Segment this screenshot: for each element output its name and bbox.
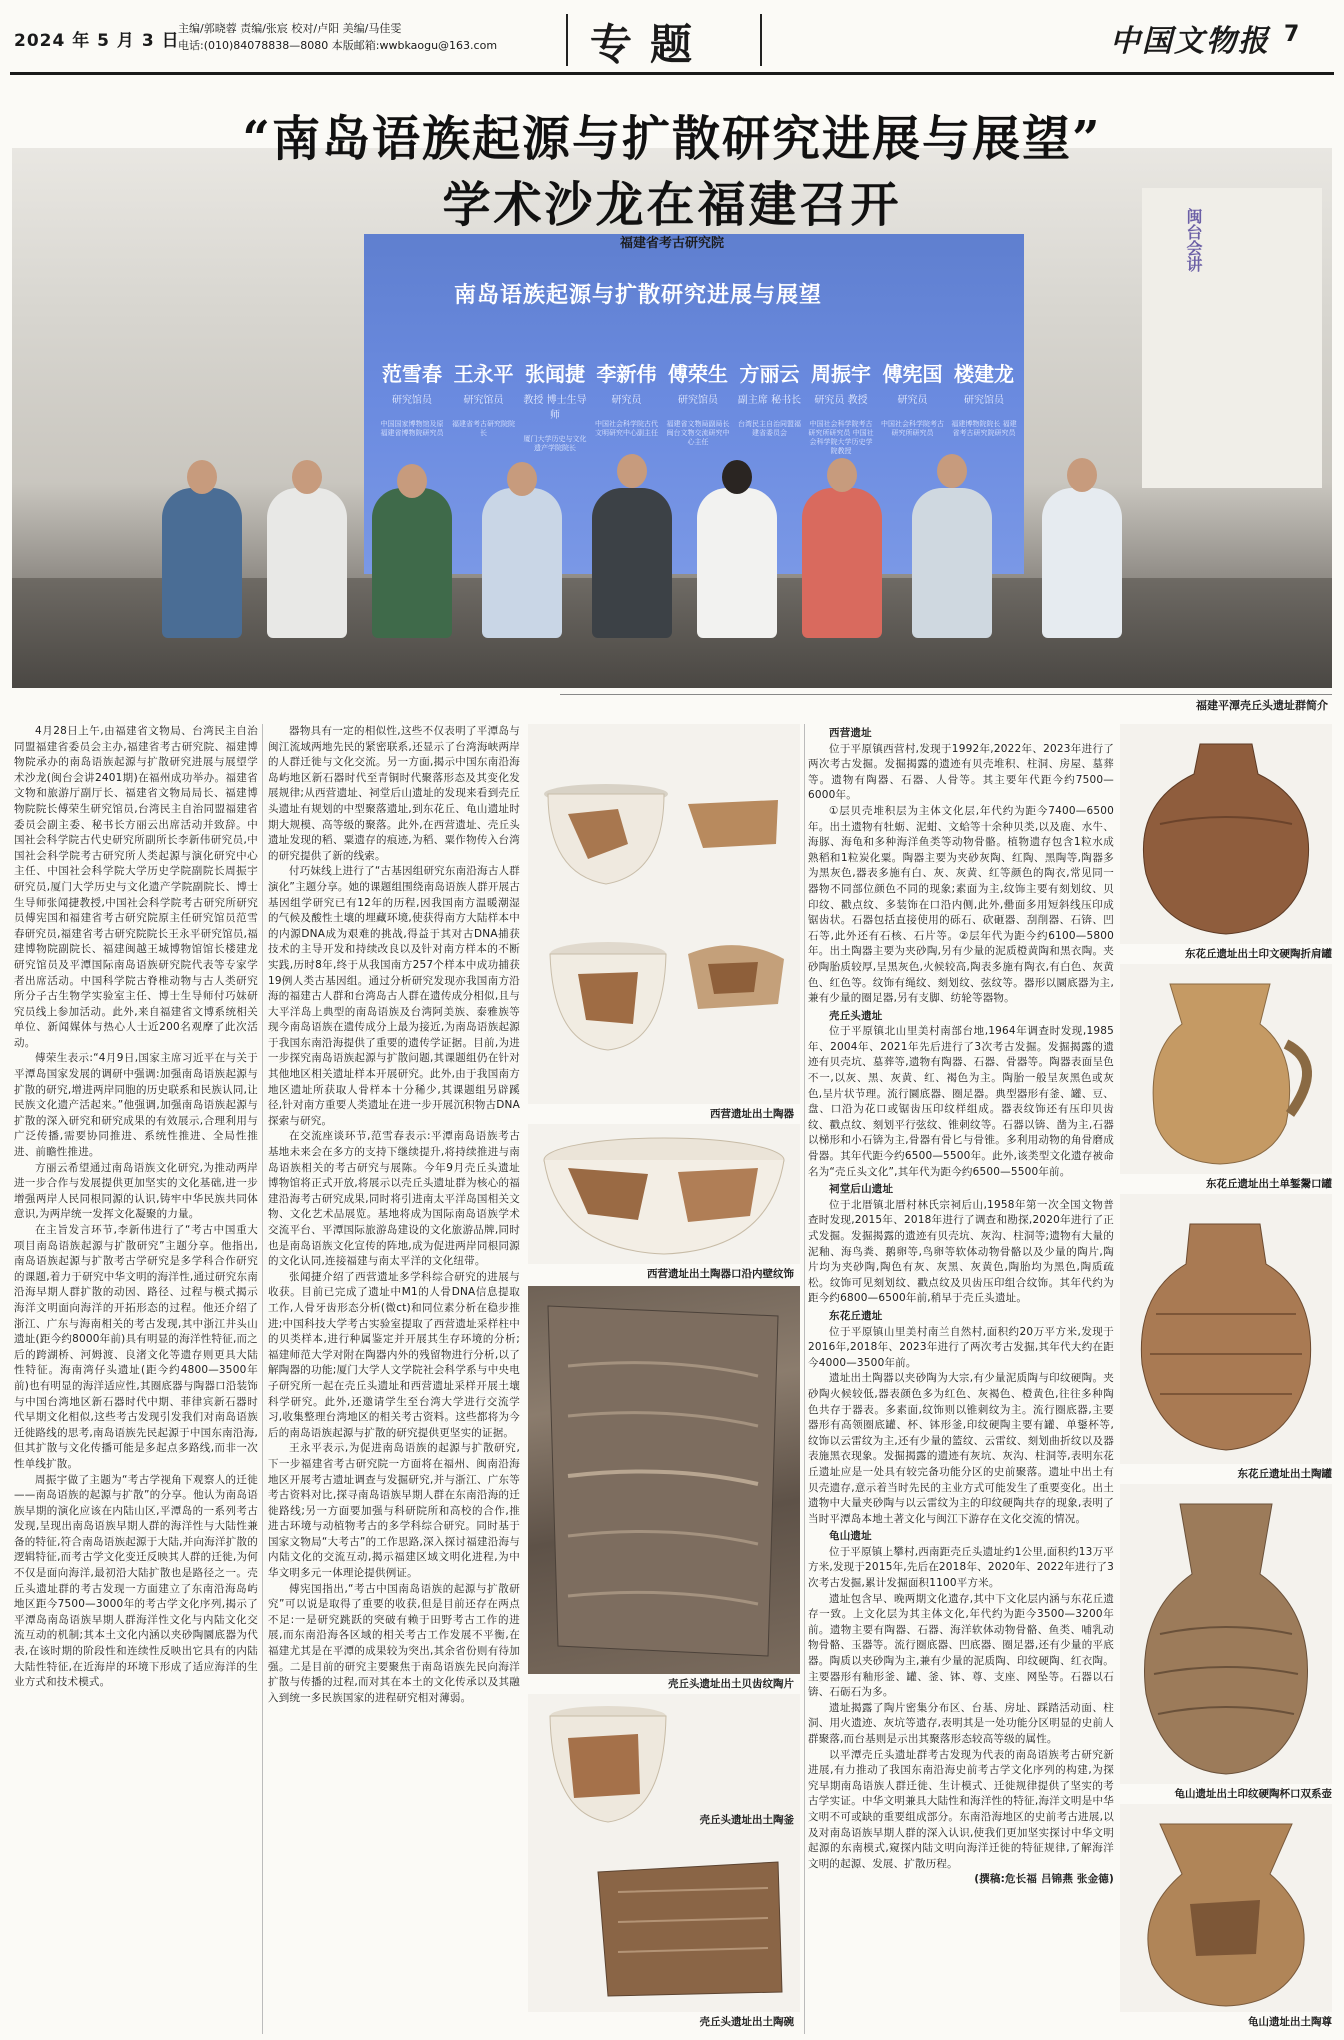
page-number: 7 (1284, 22, 1300, 47)
pot-illustration (1120, 1484, 1332, 1784)
paragraph: 遗址包含早、晚两期文化遗存,其中下文化层内涵与东花丘遗存一致。上文化层为其主体文化,年代约为距今3500—3200年前。遗物主要有陶器、石器、海洋软体动物骨骼、鱼类、哺乳动物骨骼、玉器等。流行圈底器、凹底器、圈足器,还有少量的平底器。陶质以夹砂陶为主,兼有少量的泥质陶、印纹硬陶、红衣陶。主要器形有釉形釜、罐、釜、钵、尊、支座、网坠等。石器以石锛、石砺石为多。 (808, 1592, 1114, 1699)
speaker-desc: 中国国家博物馆及原福建省博物院研究员 (380, 420, 444, 437)
speaker-role: 教授 博士生导师 (523, 395, 587, 421)
speaker (521, 358, 589, 456)
artifact-photo-donghuaqiu-jar2 (1120, 1194, 1332, 1464)
pottery-bowl2-illustration (528, 1832, 800, 2012)
panelist (912, 488, 992, 638)
paragraph: 遗址出土陶器以夹砂陶为大宗,有少量泥质陶与印纹硬陶。夹砂陶火候较低,器表颜色多为红色、灰褐色、橙黄色,往往多种陶色共存于器表。多素面,纹饰则以锥刺纹为主。流行圈底器,主要器形有高领圈底罐、杯、钵形釜,印纹硬陶主要有罐、单鋬杯等,纹饰以云雷纹为主,还有少量的篮纹、云雷纹、刻划曲折纹以及器表施黑衣现象。发掘揭露的遗迹有灰坑、灰沟、柱洞等,表明东花丘遗址应是一处具有较完备功能分区的史前聚落。遗址中出土有贝壳遗存,意示着当时先民的主业方式可能发生了重要变化。出土遗物中大量夹砂陶与以云雷纹为主的印纹硬陶共存的现象,表明了当时平潭岛本地土著文化与闽江下游存在文化交流的情况。 (808, 1372, 1114, 1525)
speaker-desc: 中国社会科学院考古研究所研究员 中国社会科学院大学历史学院教授 (808, 420, 874, 455)
speaker-name: 李新伟 (596, 362, 657, 386)
speaker-desc: 福建省考古研究院院长 (452, 420, 515, 437)
speaker-name: 张闻捷 (525, 362, 585, 386)
speaker-role: 研究馆员 (678, 395, 718, 406)
speaker-name: 方丽云 (739, 362, 800, 386)
speaker-list (378, 358, 1018, 456)
speaker-role: 研究馆员 (392, 395, 432, 406)
paragraph: 傅荣生表示:“4月9日,国家主席习近平在与关于平潭岛国家发展的调研中强调:加强南岛语族起源与扩散的研究,增进两岸同胞的历史联系和民族认同,让民族文化遗产活起来。”他强调,加强南岛语族起源与扩散的深入研究和研究成果的有效展示,合理利用与广泛传播,需要协同推进、系统性推进、全局性推进、前瞻性推进。 (14, 1052, 258, 1159)
artifact-photo-donghuaqiu-jar (1120, 724, 1332, 944)
paragraph: 器物具有一定的相似性,这些不仅表明了平潭岛与闽江流域两地先民的紧密联系,还显示了台湾海峡两岸的人群迁徙与文化交流。另一方面,揭示中国东南沿海岛屿地区新石器时代至青铜时代聚落形态及其变化发展规律;从西营遗址、祠堂后山遗址的发现来看到壳丘头遗址有规划的中型聚落遗址,到东花丘、龟山遗址时期大规模、高等级的聚落。此外,在西营遗址、壳丘头遗址发现的稻、粟遗存的痕迹,为稻、粟作物传入台湾的研究提供了新的线索。 (268, 725, 520, 862)
caption-fu: 壳丘头遗址出土陶釜 (699, 1814, 794, 1826)
site-heading: 东花丘遗址 (829, 1309, 883, 1322)
article-column-1 (14, 724, 258, 1691)
site-heading: 西营遗址 (829, 727, 872, 739)
panelist (482, 488, 562, 638)
panelist (372, 488, 452, 638)
paragraph: 在交流座谈环节,范雪春表示:平潭南岛语族考古基地未来会在多方的支持下继续提升,将持续推进与南岛语族相关的考古研究与展陈。今年9月壳丘头遗址博物馆将正式开放,将展示以壳丘头遗址群为核心的福建沿海考古研究成果,同时将引进南太平洋岛国相关文物、文化艺术品展览。基地将成为国际南岛语族学术交流平台、平潭国际旅游岛建设的文化旅游品牌,同时也是南岛语族文化宣传的阵地,成为促进两岸同根同源的文化认同,连接福建与南太平洋的文化纽带。 (268, 1130, 520, 1268)
caption-xiying-rim: 西营遗址出土陶器口沿内壁纹饰 (647, 1268, 794, 1280)
caption-bowl: 壳丘头遗址出土陶碗 (699, 2016, 794, 2028)
sherd-texture (528, 1286, 800, 1674)
speaker (879, 358, 947, 456)
photo-caption: 福建平潭壳丘头遗址群简介 (1196, 699, 1328, 712)
article-column-2 (268, 724, 520, 1706)
panelist-head (617, 454, 647, 488)
author-credits: (撰稿:危长福 吕锦燕 张金德) (974, 1873, 1114, 1886)
speaker-role: 研究员 (897, 395, 928, 406)
headline-line-2: 学术沙龙在福建召开 (442, 177, 902, 233)
speaker-desc: 福建省文物局副局长 闽台文物交流研究中心主任 (666, 420, 730, 446)
speaker (807, 358, 875, 456)
speaker (736, 358, 804, 456)
paragraph: 付巧妹线上进行了“古基因组研究东南沿海古人群演化”主题分享。她的课题组围绕南岛语族人群开展古基因组学研究已有12年的历程,因我国南方温暖潮湿的气候及酸性土壤的埋藏环境,使获得南方大陆样本中的内源DNA成为艰难的挑战,得益于其对古DNA捕获技术的主导开发和持续改良以及针对南方样本的不断实践,历时8年,终于从我国南方257个样本中成功捕获19例人类古基因组。通过分析研究发现亦我国南方沿海的福建古人群和台湾岛古人群在遗传成分相似,且与大平洋岛上典型的南岛语族及台湾阿美族、泰雅族等现今南岛语族在遗传成分上最为接近,为南岛语族起源于我国东南沿海提供了重要的遗传学证据。目前,为进一步探究南岛语族起源与扩散问题,其课题组仍在针对其他地区相关遗址样本开展研究。此外,由于我国南方地区遗址所获取人骨样本十分稀少,其课题组另辟蹊径,针对南方重要人类遗址在进一步开展沉积物古DNA探索与研究。 (268, 865, 520, 1127)
panelist (592, 488, 672, 638)
pottery-bowl-illustration (528, 1124, 800, 1264)
cup-illustration (1120, 964, 1332, 1174)
panelist-head (292, 460, 322, 494)
speaker-name: 楼建龙 (954, 362, 1014, 386)
site-heading: 龟山遗址 (829, 1530, 872, 1543)
panelist-head (187, 460, 217, 494)
artifact-photo-shell-sherd (528, 1286, 800, 1674)
paragraph: 位于平原镇西营村,发现于1992年,2022年、2023年进行了两次考古发掘。发掘揭露的遗迹有贝壳堆积、柱洞、房屋、墓葬等。遗物有陶器、石器、人骨等。其主要年代距今约7500—6000年。 (808, 742, 1114, 802)
column-divider (262, 724, 263, 2034)
caption-guishan-cup: 龟山遗址出土印纹硬陶杯口双系壶 (1174, 1788, 1332, 1800)
artifact-photo-guishan-zun (1120, 1804, 1332, 2012)
speaker-role: 研究馆员 (463, 395, 504, 406)
speaker-role: 研究馆员 (964, 395, 1004, 406)
speaker-desc: 福建博物院院长 福建省考古研究院研究员 (951, 420, 1017, 437)
panelist (1042, 488, 1122, 638)
caption-shell-sherd: 壳丘头遗址出土贝齿纹陶片 (668, 1678, 794, 1690)
speaker (593, 358, 661, 456)
panelist (802, 488, 882, 638)
artifact-photo-donghuaqiu-cup (1120, 964, 1332, 1174)
panelist-head (1067, 458, 1097, 492)
speaker (378, 358, 446, 456)
paragraph: 以平潭壳丘头遗址群考古发现为代表的南岛语族考古研究新进展,有力推动了我国东南沿海史前考古学文化序列的构建,为探究早期南岛语族人群迁徙、生计模式、迁徙规律提供了坚实的考古学实证。中华文明兼具大陆性和海洋性的特征,海洋文明是中华文明不可或缺的重要组成部分。东南沿海地区的史前考古进展,以及对南岛语族早期人群的深入认识,使我们更加坚实探讨中华文明起源的东南模式,窥探内陆文明向海洋迁徙的特征规律,了解海洋文明的起源、发展、扩散历程。 (808, 1748, 1114, 1870)
issue-date: 2024 年 5 月 3 日 (14, 31, 180, 51)
speaker-desc: 厦门大学历史与文化遗产学院院长 (523, 435, 587, 452)
paragraph: 位于北厝镇北厝村林氏宗祠后山,1958年第一次全国文物普查时发现,2015年、2018年进行了调查和勘探,2020年进行了正式发掘。发掘揭露的遗迹有贝壳坑、灰沟、柱洞等;遗物有大量的泥釉、海鸟粪、鹅卵等,鸟卵等软体动物骨骼以及少量的陶片,陶片均为夹砂陶,陶色有灰、灰黑、灰黄色,陶胎均为黑色,陶质疏松。纹饰可见刻划纹、戳点纹及贝齿压印组合纹饰。其年代约为距今约6800—6500年前,稍早于壳丘头遗址。 (808, 1198, 1114, 1305)
panelist (267, 488, 347, 638)
speaker-name: 王永平 (453, 362, 514, 386)
paragraph: 遗址揭露了陶片密集分布区、台基、房址、踩踏活动面、柱洞、用火遗迹、灰坑等遗存,表明其是一处功能分区明显的史前人群聚落,而台基则是示出其聚落形态较高等级的属性。 (808, 1701, 1114, 1745)
editor-credits (178, 20, 578, 54)
event-logo: 闽台会讲 (1184, 208, 1203, 272)
editors-line-1: 主编/郭晓蓉 责编/张宸 校对/卢阳 美编/马佳雯 (178, 22, 402, 35)
paragraph: 在主旨发言环节,李新伟进行了“考古中国重大项目南岛语族起源与扩散研究”主题分享。他指出,南岛语族起源与扩散考古学研究是多学科合作研究的课题,着力于研究中华文明的海洋性,通过研究东南沿海早期人群扩散的动因、路径、过程与模式揭示海洋文明面向海洋的开拓形态的过程。他还介绍了浙江、广东与海南相关的考古发现,其中浙江井头山遗址(距今约8000年前)具有明显的海洋性特征,而之后的跨湖桥、河姆渡、良渚文化等遗存则更具大陆性特征。海南湾仔头遗址(距今约4800—3500年前)也有明显的海洋适应性,其圈底器与陶器口沿装饰与中国台湾地区新石器时代中期、菲律宾新石器时代早期文化相似,这些考古发现引发我们对南岛语族迁徙路线的思考,南岛语族先民起源于中国东南沿海,但其扩散与文化传播可能是多起点多路线,而非一次性单线扩散。 (14, 1224, 258, 1470)
masthead-divider (760, 14, 762, 66)
panelist-head (827, 458, 857, 492)
panelist-head (397, 464, 427, 498)
panelist-head (937, 454, 967, 488)
caption-donghuaqiu-jar2: 东花丘遗址出土陶罐 (1237, 1468, 1332, 1480)
panelist-head (507, 462, 537, 496)
paragraph: 王永平表示,为促进南岛语族的起源与扩散研究,下一步福建省考古研究院一方面将在福州、闽南沿海地区开展考古遗址调查与发掘研究,并与浙江、广东等考古资料对比,探寻南岛语族早期人群在东南沿海的迁徙路线;另一方面要加强与科研院所和高校的合作,推进古环境与动植物考古的多学科综合研究。同时基于国家文物局“大考古”的工作思路,深入探讨福建沿海与内陆文化的交流互动,揭示福建区域文明化进程,为中华文明多元一体理论提供例证。 (268, 1442, 520, 1580)
masthead-rule (10, 72, 1334, 75)
speaker-role: 副主席 秘书长 (737, 395, 802, 406)
caption-donghuaqiu-jar: 东花丘遗址出土印文硬陶折肩罐 (1185, 948, 1332, 960)
artifact-photo-bowl (528, 1832, 800, 2012)
headline-line-1: “南岛语族起源与扩散研究进展与展望” (242, 111, 1102, 167)
column-divider (804, 724, 805, 2034)
paragraph: 位于平原镇上攀村,西南距壳丘头遗址约1公里,面积约13万平方米,发现于2015年,先后在2018年、2020年、2022年进行了3次考古发掘,累计发掘面积1100平方米。 (808, 1545, 1114, 1590)
editors-line-2: 电话:(010)84078838—8080 本版邮箱:wwbkaogu@163.com (178, 39, 498, 52)
artifact-photo-guishan-cup (1120, 1484, 1332, 1784)
panelist (697, 488, 777, 638)
speaker-name: 范雪春 (382, 362, 442, 386)
speaker-name: 傅荣生 (668, 362, 728, 386)
paragraph: 周振宇做了主题为“考古学视角下观察人的迁徙——南岛语族的起源与扩散”的分享。他认为南岛语族早期的演化应该在内陆山区,平潭岛的一系列考古发现,呈现出南岛语族早期人群的海洋性与大陆性兼备的特征,符合南岛语族起源于大陆,并向海洋扩散的逻辑特征,而考古学文化变迁反映其人群的迁徙,为何不仅是面向海洋,最初沿大陆扩散也是路径之一。壳丘头遗址群的考古发现一方面建立了东南沿海岛屿地区距今7500—3000年的考古学文化序列,揭示了平潭岛南岛语族早期人群海洋性文化与内陆文化交流互动的机制;其本土文化内涵以夹砂陶圜底器为代表,在该时期的阶段性和连续性反映出它具有的内陆大陆性特征,在近海岸的环境下形成了适应海洋的生业方式和技术模式。 (14, 1473, 258, 1689)
paragraph: 张闻捷介绍了西营遗址多学科综合研究的进展与收获。目前已完成了遗址中M1的人骨DNA信息提取工作,人骨牙齿形态分析(微ct)和同位素分析在稳步推进;中国科技大学考古实验室提取了西营遗址采样柱中的贝类样本,进行种属鉴定并开展其生存环境的分析;福建师范大学对附在陶器内外的残留物进行分析,以了解陶器的功能;厦门大学人文学院社会科学系与中央电子研究所一起在壳丘头遗址和西营遗址采样开展土壤科学研究。此外,还邀请学生至台湾大学进行交流学习,收集整理台湾地区的相关考古资料。这些都将为今后的南岛语族起源与扩散的研究提供更坚实的证据。 (268, 1270, 520, 1439)
byline: 福建省考古研究院 (619, 236, 724, 251)
site-heading: 壳丘头遗址 (829, 1009, 883, 1022)
speaker-desc: 中国社会科学院考古研究所研究员 (881, 420, 944, 437)
speaker (450, 358, 518, 456)
masthead-divider (566, 14, 568, 66)
board-title: 南岛语族起源与扩散研究进展与展望 (454, 283, 823, 308)
artifact-photo-xiying-rim (528, 1124, 800, 1264)
paragraph: ①层贝壳堆积层为主体文化层,年代约为距今7400—6500年。出土遗物有牡蛎、泥蚶、文蛤等十余种贝类,以及鹿、水牛、海豚、海龟和多种海洋鱼类等动物骨骼。植物遗存包含1粒水成熟稻和1粒炭化粟。陶器主要为夹砂灰陶、红陶、黑陶等,陶器多为黑灰色,器表多施有白、灰、灰黄、红等颜色的陶衣,常见同一器物不同部位颜色不同的现象;素面为主,纹饰主要有刻划纹、贝印纹、戳点纹、多装饰在口沿内侧,此外,罍面多用短斜线压印成锯齿状。石器包括直接使用的砾石、砍砸器、刮削器、石锛、凹石等,此外还有石核、石片等。②层年代为距今约6100—5800年。出土陶器主要为夹砂陶,另有少量的泥质橙黄陶和黑衣陶。夹砂陶胎质较厚,呈黑灰色,火候较高,陶表多施有陶衣,有白色、灰黄色、红色等。纹饰有绳纹、刻划纹、弦纹等。器形以圜底器为主,兼有少量的圈足器,另有支脚、纺轮等器物。 (808, 804, 1114, 1005)
speaker-name: 傅宪国 (882, 362, 943, 386)
caption-donghuaqiu-cup: 东花丘遗址出土单錾鬶口罐 (1206, 1178, 1332, 1190)
speaker (664, 358, 732, 456)
speaker-desc: 台湾民主自治同盟福建省委员会 (738, 420, 801, 437)
speaker-role: 研究员 教授 (814, 395, 868, 406)
caption-guishan-zun: 龟山遗址出土陶尊 (1248, 2016, 1332, 2028)
site-heading: 祠堂后山遗址 (829, 1183, 894, 1196)
paragraph: 位于平原镇北山里美村南部台地,1964年调查时发现,1985年、2004年、2021年先后进行了3次考古发掘。发掘揭露的遗迹有贝壳坑、墓葬等,遗物有陶器、石器、骨器等。陶器表面呈色不一,以灰、黑、灰黄、红、褐色为主。陶胎一般呈灰黑色或灰色,呈片状节理。流行圜底器、圈足器。典型器形有釜、罐、豆、盘、口沿为花口或锯齿压印纹样组成。器表纹饰还有压印贝齿纹、戳点纹、刻划平行弦纹、锥刺纹等。石器以锛、凿为主,石器以梯形和小石锛为主,骨器有骨匕与骨锥。多利用动物的角骨磨成骨器。其年代距今约6500—5500年。此外,该类型文化遗存被命名为“壳丘头文化”,其年代为距今约6500—5500年前。 (808, 1025, 1114, 1178)
newspaper-logo: 中国文物报 (1110, 24, 1270, 59)
speaker (950, 358, 1018, 456)
article-column-3 (808, 724, 1114, 1888)
caption-xiying-pot: 西营遗址出土陶器 (710, 1108, 794, 1120)
paragraph: 傅宪国指出,“考古中国南岛语族的起源与扩散研究”可以说是取得了重要的收获,但是目前还存在两点不足:一是研究跳跃的突破有赖于田野考古工作的进展,而东南沿海各区域的相关考古工作发展不平衡,在福建尤其是在平潭的成果较为突出,其余省份则有待加强。二是目前的研究主要聚焦于南岛语族先民向海洋扩散与传播的过程,而对其在本土的文化传承以及其融入到统一多民族国家的进程研究相对薄弱。 (268, 1582, 520, 1704)
speaker-role: 研究员 (611, 395, 642, 406)
jar2-illustration (1120, 1194, 1332, 1464)
panelist (162, 488, 242, 638)
paragraph: 位于平原镇山里美村南兰自然村,面积约20万平方米,发现于2016年,2018年、2023年进行了两次考古发掘,其年代大约在距今4000—3500年前。 (808, 1325, 1114, 1369)
speaker-desc: 中国社会科学院古代文明研究中心副主任 (595, 420, 658, 437)
section-title: 专题 (590, 20, 711, 69)
paragraph: 4月28日上午,由福建省文物局、台湾民主自治同盟福建省委员会主办,福建省考古研究院、福建博物院承办的南岛语族起源与扩散研究进展与展望学术沙龙(闽台会讲2401期)在福州成功举办。福建省文物和旅游厅副厅长、福建省文物局局长、福建博物院院长傅荣生研究馆员,台湾民主自治同盟福建省委员会副主委、秘书长方丽云出席活动并致辞。中国社会科学院古代史研究所副所长李新伟研究员,中国社会科学院考古研究所人类起源与演化研究中心主任、中国社会科学院大学历史学院副院长周振宇研究员,厦门大学历史与文化遗产学院副院长、博士生导师张闻捷教授,中国社会科学院考古研究所研究员傅宪国和福建省考古研究院原主任研究馆员范雪春研究员,福建省考古研究院院长王永平研究馆员,福建博物院副院长、福建闽越王城博物馆馆长楼建龙研究馆员及平潭国际南岛语族研究院代表等专家学者出席活动。中国科学院古脊椎动物与古人类研究所分子古生物学实验室主任、博士生导师付巧妹研究员线上参加活动。此外,来自福建省文博系统相关单位、新闻媒体与热心人士近200名观摩了此次活动。 (14, 725, 258, 1049)
speaker-name: 周振宇 (811, 362, 871, 386)
artifact-photo-xiying (528, 724, 800, 1104)
panelist-head (722, 460, 752, 494)
zun-illustration (1120, 1804, 1332, 2012)
paragraph: 方丽云希望通过南岛语族文化研究,为推动两岸进一步合作与发展提供更加坚实的文化基础,进一步增强两岸人民同根同源的认识,铸牢中华民族共同体意识,为两岸统一发挥文化凝聚的力量。 (14, 1161, 258, 1221)
jar-illustration (1120, 724, 1332, 944)
pottery-illustration (528, 724, 800, 1104)
